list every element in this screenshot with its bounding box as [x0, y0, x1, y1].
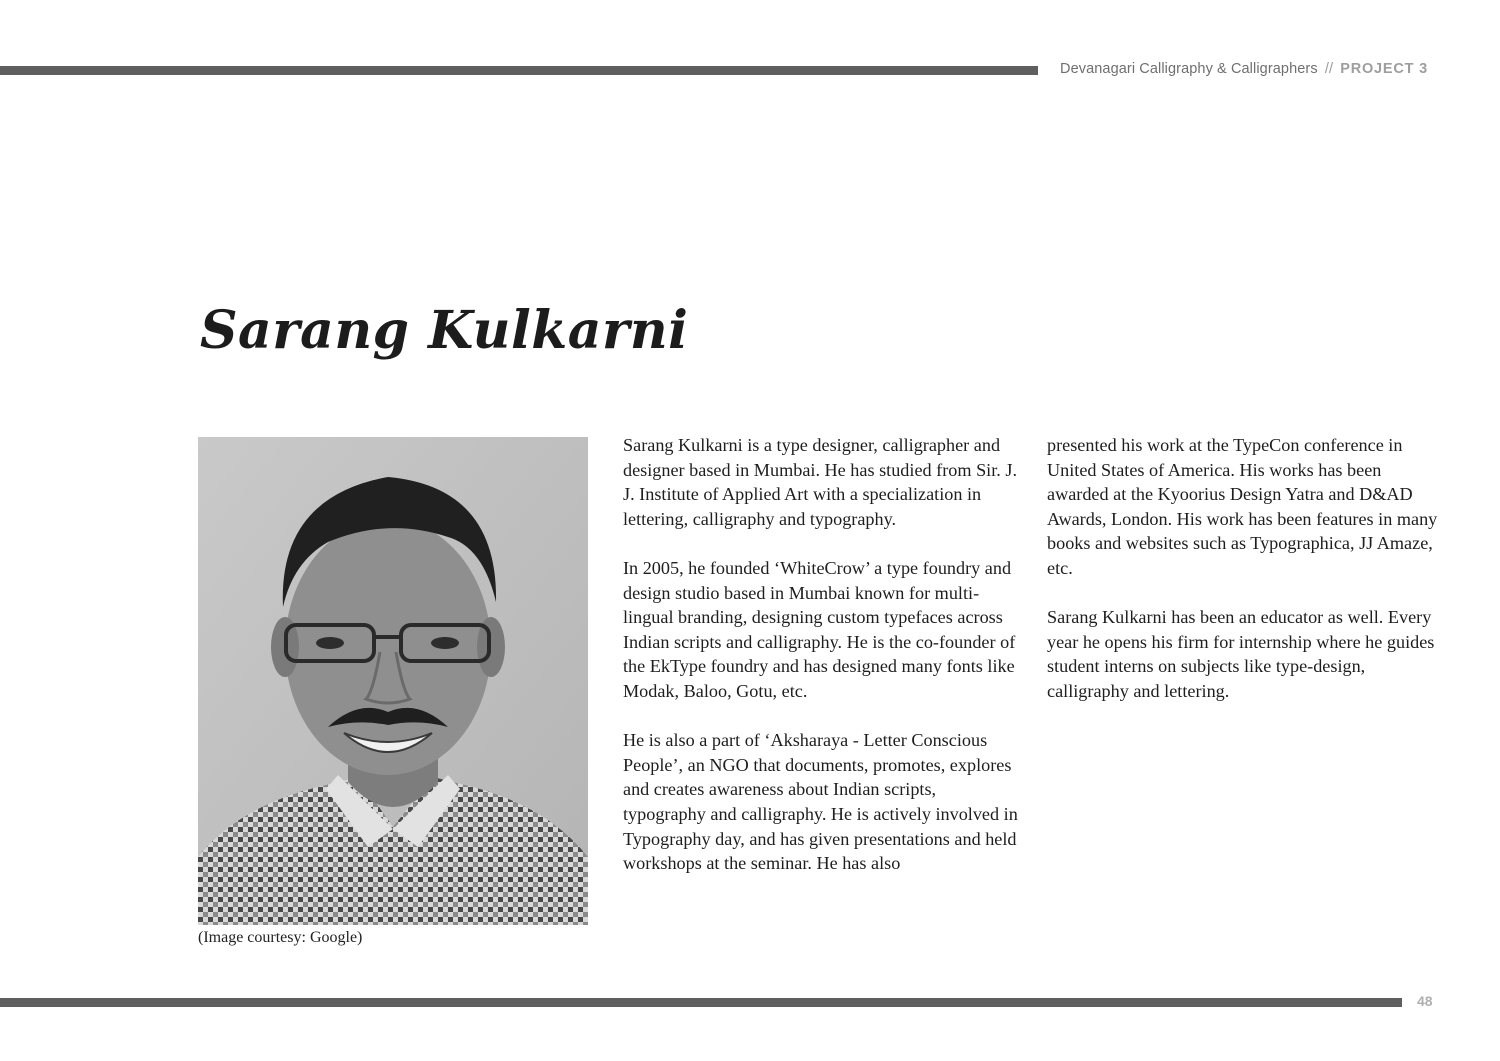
book-title: Devanagari Calligraphy & Calligraphers: [1060, 61, 1318, 77]
paragraph: Sarang Kulkarni has been an educator as well. Every year he opens his firm for internship where he guides student interns on subjects like type-design, calligraphy and lettering.: [1047, 607, 1435, 701]
body-column-2: [1047, 433, 1442, 728]
page-title: Sarang Kulkarni: [200, 300, 689, 361]
portrait-photo: [198, 437, 588, 925]
paragraph: In 2005, he founded ‘WhiteCrow’ a type foundry and design studio based in Mumbai known for multi-lingual branding, designing custom typefaces across Indian scripts and calligraphy. He is the co-founder of the EkType foundry and has designed many fonts like Modak, Baloo, Gotu, etc.: [623, 557, 1016, 701]
body-column-1: [623, 433, 1018, 900]
footer-rule: [0, 998, 1402, 1007]
paragraph: He is also a part of ‘Aksharaya - Letter Conscious People’, an NGO that documents, promotes, explores and creates awareness about Indian scripts, typography and calligraphy. He is actively involved in Typography day, and has given presentations and held workshops at the seminar. He has also: [623, 730, 1018, 874]
page-number: 48: [1417, 993, 1433, 1009]
photo-caption: (Image courtesy: Google): [198, 929, 363, 946]
paragraph: Sarang Kulkarni is a type designer, calligrapher and designer based in Mumbai. He has studied from Sir. J. J. Institute of Applied Art with a specialization in lettering, calligraphy and typography.: [623, 435, 1018, 529]
header-rule: [0, 66, 1038, 75]
paragraph: presented his work at the TypeCon conference in United States of America. His works has been awarded at the Kyoorius Design Yatra and D&AD Awards, London. His work has been features in many books and websites such as Typographica, JJ Amaze, etc.: [1047, 435, 1438, 578]
running-header: [1060, 61, 1440, 77]
section-label: PROJECT 3: [1340, 61, 1429, 77]
header-separator: //: [1324, 61, 1334, 77]
